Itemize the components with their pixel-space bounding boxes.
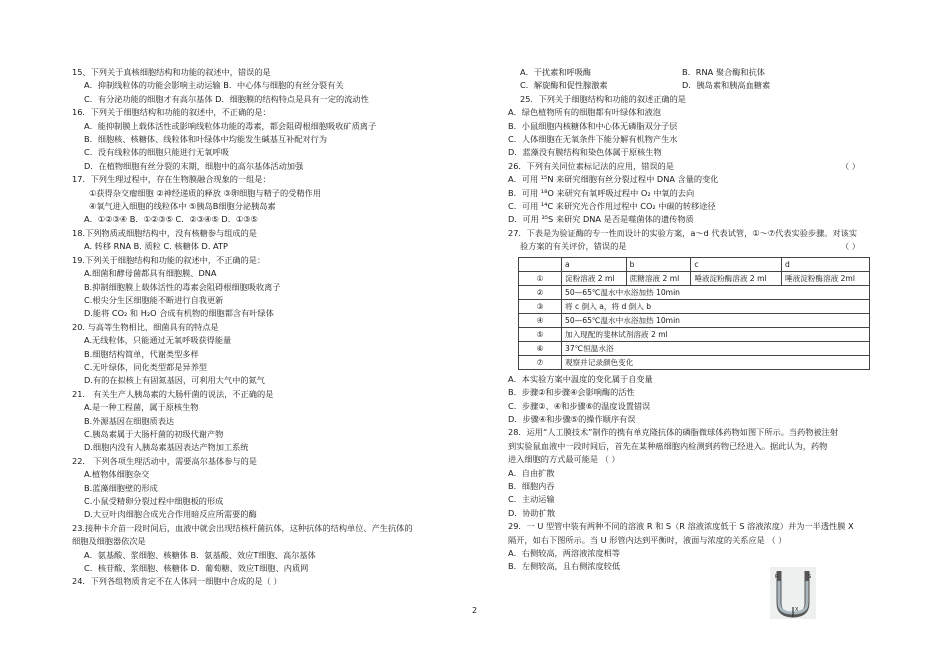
- line-text: 28．运用“人工膜技术”制作的携有单克隆抗体的磷脂微球体药物如图下所示。当药物被注射: [508, 427, 839, 438]
- line-text: C．没有线粒体的细胞只能进行无氧呼吸: [84, 147, 229, 158]
- left-line: [72, 146, 482, 159]
- answer-paren: （ ）: [841, 241, 860, 252]
- line-text: B．可用 ¹⁸O 来研究有氧呼吸过程中 O₂ 中氧的去向: [508, 187, 695, 198]
- right-line: [508, 560, 884, 573]
- left-line: [72, 213, 482, 226]
- table-cell: ⑦: [519, 355, 562, 369]
- option-text: B．RNA 聚合酶和抗体: [682, 67, 765, 77]
- line-text: D.能将 CO₂ 和 H₂O 合成有机物的细胞都含有叶绿体: [84, 308, 274, 319]
- left-line: [72, 522, 482, 535]
- left-line: [72, 549, 482, 562]
- right-line: [508, 440, 884, 453]
- left-line: [72, 227, 482, 240]
- line-text: A.细菌和酵母菌都具有细胞膜、DNA: [84, 268, 217, 279]
- table-cell: 50—65℃温水中水浴加热 10min: [562, 285, 870, 299]
- table-cell: ⑥: [519, 341, 562, 355]
- line-text: A．氨基酸、浆细胞、核糖体 B．氨基酸、效应T细胞、高尔基体: [84, 549, 316, 560]
- line-text: 21． 有关生产人胰岛素的大肠杆菌的说法，不正确的是: [72, 388, 274, 399]
- table-cell: c: [691, 257, 782, 271]
- line-text: 15、下列关于真核细胞结构和功能的叙述中，错误的是: [72, 67, 271, 77]
- left-line: [72, 334, 482, 347]
- table-cell: d: [782, 257, 870, 271]
- line-text: 17．下列生理过程中，存在生物膜融合现象的一组是：: [72, 174, 271, 185]
- line-text: A．右侧较高，两溶液浓度相等: [508, 547, 621, 558]
- line-text: 29．一 U 型管中装有两种不同的溶液 R 和 S（R 溶液浓度低于 S 溶液浓度）并为一半透性膜 X: [508, 521, 854, 532]
- left-line: [72, 348, 482, 361]
- line-text: D．步骤④和步骤⑤的操作顺序有误: [508, 413, 636, 424]
- label-r: R: [775, 574, 779, 580]
- option-row: [508, 66, 884, 79]
- right-line: [508, 240, 884, 253]
- left-line: [72, 106, 482, 119]
- option-text: D．胰岛素和胰高血糖素: [682, 80, 771, 91]
- table-cell: ③: [519, 299, 562, 313]
- right-line: [508, 160, 884, 173]
- line-text: A.是一种工程菌，属于原核生物: [84, 402, 199, 413]
- line-text: A.无线粒体，只能通过无氧呼吸获得能量: [84, 335, 232, 346]
- right-line: [508, 386, 884, 399]
- q25-27-block: [508, 93, 884, 254]
- line-text: 26．下列有关同位素标记法的应用，错误的是: [508, 160, 674, 171]
- left-line: [72, 575, 482, 588]
- line-text: 22． 下列各项生理活动中，需要高尔基体参与的是: [72, 455, 257, 466]
- line-text: B.蓝藻细胞壁的形成: [84, 482, 158, 493]
- table-cell: ④: [519, 313, 562, 327]
- table-row: [519, 299, 870, 313]
- line-text: 24．下列各组物质肯定不在人体同一细胞中合成的是（ ）: [72, 576, 282, 587]
- left-line: [72, 415, 482, 428]
- table-cell: [519, 257, 562, 271]
- right-line: [508, 173, 884, 186]
- left-line: [72, 173, 482, 186]
- left-line: [72, 535, 482, 548]
- line-text: A．能抑制膜上载体活性或影响线粒体功能的毒素，都会阻碍根细胞吸收矿质离子: [84, 120, 377, 131]
- line-text: B．步骤②和步骤④会影响酶的活性: [508, 387, 635, 398]
- line-text: ①获得杂交瘤细胞 ②神经递质的释放 ③卵细胞与精子的受精作用: [89, 187, 321, 198]
- table-cell: 加入现配的斐林试剂溶液 2 ml: [562, 327, 870, 341]
- right-line: [508, 413, 884, 426]
- line-text: B.外源基因在细胞质表达: [84, 415, 175, 426]
- table-cell: 唾液淀粉酶溶液 2 ml: [691, 271, 782, 285]
- left-line: [72, 160, 482, 173]
- left-line: [72, 495, 482, 508]
- line-text: D．蓝藻没有膜结构和染色体属于原核生物: [508, 147, 662, 158]
- line-text: 隔开，如右下图所示。当 U 形管内达到平衡时，液面与浓度的关系应是 （ ）: [508, 534, 787, 545]
- left-line: [72, 455, 482, 468]
- q27-29-block: [508, 373, 884, 574]
- left-line: [72, 562, 482, 575]
- line-text: A．本实验方案中温度的变化属于自变量: [508, 373, 653, 384]
- line-text: B．细胞内吞: [508, 480, 555, 491]
- line-text: C．有分泌功能的细胞才有高尔基体 D．细胞膜的结构特点是具有一定的流动性: [84, 93, 369, 104]
- line-text: B．细胞核、核糖体、线粒体和叶绿体中均能发生碱基互补配对行为: [84, 134, 328, 145]
- right-line: [508, 507, 884, 520]
- left-line: [72, 508, 482, 521]
- line-text: A．自由扩散: [508, 467, 555, 478]
- right-line: [508, 467, 884, 480]
- left-line: [72, 307, 482, 320]
- table-cell: ②: [519, 285, 562, 299]
- table-cell: 唾液淀粉酶溶液 2ml: [782, 271, 870, 285]
- table-cell: 淀粉溶液 2 ml: [562, 271, 627, 285]
- left-line: [72, 388, 482, 401]
- right-line: [508, 400, 884, 413]
- line-text: D．协助扩散: [508, 507, 556, 518]
- left-line: [72, 441, 482, 454]
- left-line: [72, 79, 482, 92]
- table-row: [519, 313, 870, 327]
- left-line: [72, 240, 482, 253]
- right-line: [508, 200, 884, 213]
- line-text: 19.下列关于细胞结构和功能的叙述中，不正确的是：: [72, 254, 266, 265]
- right-line: [508, 520, 884, 533]
- line-text: 25．下列关于细胞结构和功能的叙述正确的是: [520, 93, 686, 104]
- right-line: [508, 493, 884, 506]
- table-cell: ⑤: [519, 327, 562, 341]
- line-text: 23.接种卡介苗一段时间后，血液中就会出现结核杆菌抗体，这种抗体的结构单位、产生抗体的: [72, 522, 413, 533]
- line-text: 20. 与高等生物相比，细菌具有的特点是: [72, 321, 219, 332]
- left-line: [72, 133, 482, 146]
- table-cell: 将 c 倒入 a，将 d 倒入 b: [562, 299, 870, 313]
- left-line: [72, 267, 482, 280]
- line-text: B．小鼠细胞内核糖体和中心体无磷脂双分子层: [508, 120, 678, 131]
- left-column: [72, 66, 482, 589]
- experiment-table: [518, 257, 870, 370]
- left-line: [72, 200, 482, 213]
- line-text: C．核苷酸、浆细胞、核糖体 D．葡萄糖、效应T细胞、内质网: [84, 563, 309, 574]
- table-cell: b: [626, 257, 691, 271]
- table-cell: 37℃恒温水浴: [562, 341, 870, 355]
- right-column: [508, 66, 884, 574]
- right-line: [508, 213, 884, 226]
- line-text: A. 转移 RNA B. 质粒 C. 核糖体 D. ATP: [84, 241, 228, 252]
- line-text: A．①②③④ B．①②③⑤ C．②③④⑤ D．①③⑤: [84, 214, 258, 225]
- left-line: [72, 482, 482, 495]
- left-line: [72, 374, 482, 387]
- line-text: B.抑制细胞膜上载体活性的毒素会阻碍根细胞吸收离子: [84, 281, 281, 292]
- option-row: [508, 79, 884, 92]
- table-row: [519, 327, 870, 341]
- line-text: 18.下列物质或细胞结构中，没有核糖参与组成的是: [72, 227, 257, 238]
- table-cell: a: [562, 257, 627, 271]
- option-text: A．干扰素和呼吸酶: [520, 67, 592, 77]
- label-s: S: [808, 574, 812, 580]
- line-text: C.胰岛素属于大肠杆菌的初级代谢产物: [84, 428, 224, 439]
- line-text: C．主动运输: [508, 494, 555, 505]
- left-line: [72, 361, 482, 374]
- table-cell: ①: [519, 271, 562, 285]
- left-line: [72, 93, 482, 106]
- table-cell: 50—65℃温水中水浴加热 10min: [562, 313, 870, 327]
- line-text: D.有的在拟核上有固氮基因，可利用大气中的氮气: [84, 375, 265, 386]
- line-text: D.细胞内没有人胰岛素基因表达产物加工系统: [84, 442, 249, 453]
- line-text: A．抑制线粒体的功能会影响主动运输 B．中心体与细胞的有丝分裂有关: [84, 80, 344, 91]
- line-text: D．可用 ³⁵S 来研究 DNA 是否是噬菌体的遗传物质: [508, 214, 694, 225]
- table-row: [519, 341, 870, 355]
- line-text: A．可用 ¹⁵N 来研究细胞有丝分裂过程中 DNA 含量的变化: [508, 174, 719, 185]
- line-text: B．左侧较高，且右侧浓度较低: [508, 561, 621, 572]
- option-text: C．解旋酶和促性腺激素: [520, 80, 608, 91]
- line-text: B.细胞结构简单，代谢类型多样: [84, 348, 199, 359]
- label-x: X: [795, 607, 799, 613]
- left-line: [72, 401, 482, 414]
- line-text: C．可用 ¹⁴C 来研究光合作用过程中 CO₂ 中碳的转移途径: [508, 201, 716, 212]
- table-row: [519, 285, 870, 299]
- table-row: [519, 271, 870, 285]
- right-line: [508, 133, 884, 146]
- left-line: [72, 294, 482, 307]
- right-line: [508, 534, 884, 547]
- line-text: A．绿色植物所有的细胞都有叶绿体和液泡: [508, 107, 661, 118]
- line-text: D.大豆叶肉细胞合成光合作用暗反应所需要的酶: [84, 509, 257, 520]
- line-text: 到实验鼠血液中一段时间后，首先在某种癌细胞内检测到药物已经进入。据此认为，药物: [508, 440, 828, 451]
- left-line: [72, 281, 482, 294]
- right-line: [508, 426, 884, 439]
- line-text: 细胞及细胞器依次是: [72, 536, 146, 547]
- left-line: [72, 468, 482, 481]
- right-line: [508, 146, 884, 159]
- table-cell: 观察并记录颜色变化: [562, 355, 870, 369]
- q24-options: [508, 66, 884, 93]
- right-line: [508, 106, 884, 119]
- line-text: 16．下列关于细胞结构和功能的叙述中，不正确的是：: [72, 107, 271, 118]
- table-row: [519, 257, 870, 271]
- left-line: [72, 254, 482, 267]
- line-text: C.根尖分生区细胞能不断进行自我更新: [84, 294, 224, 305]
- line-text: C.无叶绿体，同化类型都是异养型: [84, 361, 207, 372]
- right-line: [508, 373, 884, 386]
- left-line: [72, 428, 482, 441]
- line-text: C．人体细胞在无氧条件下能分解有机物产生水: [508, 134, 678, 145]
- right-line: [508, 480, 884, 493]
- right-line: [508, 120, 884, 133]
- line-text: 进入细胞的方式最可能是 （ ）: [508, 454, 620, 465]
- right-line: [508, 453, 884, 466]
- line-text: C．步骤②、④和步骤⑥的温度设置错误: [508, 400, 651, 411]
- line-text: D．在植物细胞有丝分裂的末期，细胞中的高尔基体活动加强: [84, 160, 304, 171]
- left-line: [72, 321, 482, 334]
- line-text: ④氧气进入细胞的线粒体中 ⑤胰岛B细胞分泌胰岛素: [89, 201, 276, 212]
- right-line: [508, 93, 884, 106]
- left-line: [72, 66, 482, 79]
- u-tube-figure: [770, 567, 816, 619]
- right-line: [508, 187, 884, 200]
- page-number: 2: [472, 606, 478, 615]
- line-text: 27．下表是为验证酶的专一性而设计的实验方案，a～d 代表试管，①～⑦代表实验步骤。对该实: [508, 227, 858, 238]
- right-line: [508, 227, 884, 240]
- line-text: 验方案的有关评价，错误的是: [520, 241, 627, 252]
- table-row: [519, 355, 870, 369]
- table-cell: 蔗糖溶液 2 ml: [626, 271, 691, 285]
- line-text: C.小鼠受精卵分裂过程中细胞板的形成: [84, 496, 224, 506]
- left-line: [72, 120, 482, 133]
- line-text: A.植物体细胞杂交: [84, 469, 150, 480]
- right-line: [508, 547, 884, 560]
- answer-paren: （ ）: [841, 160, 860, 171]
- left-line: [72, 187, 482, 200]
